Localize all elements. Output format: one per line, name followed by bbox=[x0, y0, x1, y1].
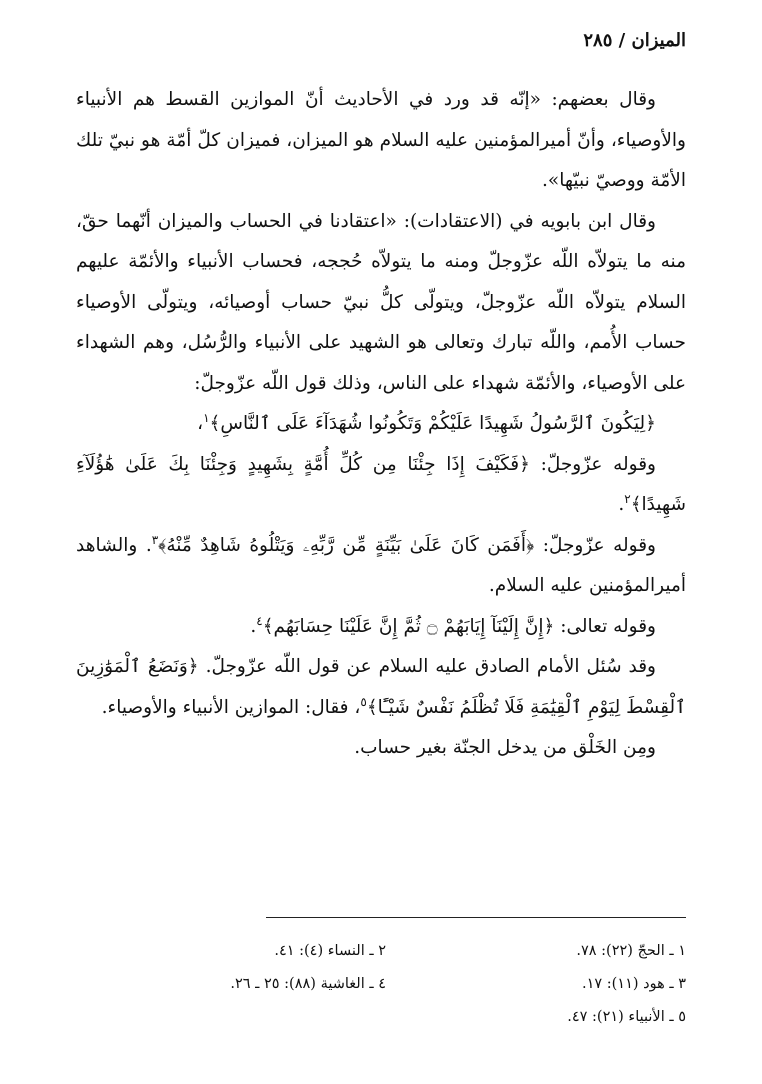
footnote-row-1 bbox=[76, 935, 686, 968]
paragraph-3: ﴿لِيَكُونَ ٱلرَّسُولُ شَهِيدًا عَلَيْكُمْ وَتَكُونُوا شُهَدَآءَ عَلَى ٱلنَّاسِ﴾$^١$، bbox=[197, 410, 656, 434]
paragraph-7: وقد سُئل الأمام الصادق عليه السلام عن قول اللّه عزّوجلّ. ﴿وَنَضَعُ ٱلْمَوَٰزِينَ ٱلْقِسْطَ لِيَوْمِ ٱلْقِيَٰمَةِ فَلَا تُظْلَمُ نَفْسٌ شَيْـًٔا﴾$^٥$، فقال: الموازين الأنبياء والأوصياء. bbox=[76, 656, 686, 718]
footnote-3: ٣ ـ هود (١١): ١٧. bbox=[581, 976, 686, 992]
footnote-ref-3: ٣ bbox=[151, 532, 159, 547]
quran-verse-5: ﴿وَنَضَعُ ٱلْمَوَٰزِينَ ٱلْقِسْطَ لِيَوْمِ ٱلْقِيَٰمَةِ فَلَا تُظْلَمُ نَفْسٌ شَيْـًٔا﴾ bbox=[76, 656, 686, 718]
footnote-2: ٢ ـ النساء (٤): ٤١. bbox=[274, 943, 386, 959]
paragraph-2: وقال ابن بابويه في (الاعتقادات): «اعتقادنا في الحساب والميزان أنّهما حقّ، منه ما يتولاّه اللّه عزّوجلّ ومنه ما يتولاّه حُججه، فحساب الأنبياء والأئمّة عليهم السلام يتولاّه اللّه عزّوجلّ، ويتولّى كلُّ نبيّ حساب أوصيائه، ويتولّى الأوصياء حساب الأُمم، واللّه تبارك وتعالى هو الشهيد على الأنبياء والرُّسُل، وهم الشهداء على الأوصياء، والأئمّة شهداء على الناس، وذلك قول اللّه عزّوجلّ: bbox=[76, 210, 686, 394]
footnotes bbox=[76, 935, 686, 1034]
paragraph-4: وقوله عزّوجلّ: ﴿فَكَيْفَ إِذَا جِئْنَا مِن كُلِّ أُمَّةٍ بِشَهِيدٍ وَجِئْنَا بِكَ عَلَىٰ هَٰؤُلَآءِ شَهِيدًا﴾$^٢$. bbox=[76, 453, 686, 515]
quran-verse-1: ﴿لِيَكُونَ ٱلرَّسُولُ شَهِيدًا عَلَيْكُمْ وَتَكُونُوا شُهَدَآءَ عَلَى ٱلنَّاسِ﴾ bbox=[209, 413, 656, 434]
page-body bbox=[76, 80, 686, 769]
footnote-separator bbox=[266, 917, 686, 918]
paragraph-1: وقال بعضهم: «إنّه قد ورد في الأحاديث أنّ الموازين القسط هم الأنبياء والأوصياء، وأنّ أميرالمؤمنين عليه السلام هو الميزان، فميزان كلّ أمّة هو نبيّ تلك الأمّة ووصيّ نبيّها». bbox=[76, 89, 686, 191]
footnote-4: ٤ ـ الغاشية (٨٨): ٢٥ ـ ٢٦. bbox=[230, 976, 386, 992]
footnote-ref-4: ٤ bbox=[256, 613, 263, 628]
paragraph-5: وقوله عزّوجلّ: ﴿أَفَمَن كَانَ عَلَىٰ بَيِّنَةٍ مِّن رَّبِّهِۦ وَيَتْلُوهُ شَاهِدٌ مِّنْهُ﴾$^٣$. والشاهد أميرالمؤمنين عليه السلام. bbox=[76, 532, 686, 596]
footnote-ref-1: ١ bbox=[203, 410, 210, 425]
paragraph-8: ومِن الخَلْق من يدخل الجنّة بغير حساب. bbox=[354, 737, 656, 758]
quran-verse-2: ﴿فَكَيْفَ إِذَا جِئْنَا مِن كُلِّ أُمَّةٍ بِشَهِيدٍ وَجِئْنَا بِكَ عَلَىٰ هَٰؤُلَآءِ شَهِيدًا﴾ bbox=[76, 453, 686, 515]
footnote-1: ١ ـ الحجّ (٢٢): ٧٨. bbox=[576, 943, 686, 959]
footnote-ref-2: ٢ bbox=[624, 491, 631, 506]
paragraph-6: وقوله تعالى: ﴿إِنَّ إِلَيْنَآ إِيَابَهُمْ ۝ ثُمَّ إِنَّ عَلَيْنَا حِسَابَهُم﴾$^٤$. bbox=[250, 613, 656, 637]
footnote-row-3 bbox=[76, 1001, 686, 1034]
footnote-5: ٥ ـ الأنبياء (٢١): ٤٧. bbox=[567, 1009, 686, 1025]
quran-verse-3: ﴿أَفَمَن كَانَ عَلَىٰ بَيِّنَةٍ مِّن رَّبِّهِۦ وَيَتْلُوهُ شَاهِدٌ مِّنْهُ﴾ bbox=[158, 534, 535, 556]
running-header: الميزان / ٢٨٥ bbox=[583, 30, 686, 51]
footnote-row-2 bbox=[76, 968, 686, 1001]
quran-verse-4: ﴿إِنَّ إِلَيْنَآ إِيَابَهُمْ ۝ ثُمَّ إِنَّ عَلَيْنَا حِسَابَهُم﴾ bbox=[262, 615, 555, 637]
footnote-ref-5: ٥ bbox=[360, 694, 367, 709]
